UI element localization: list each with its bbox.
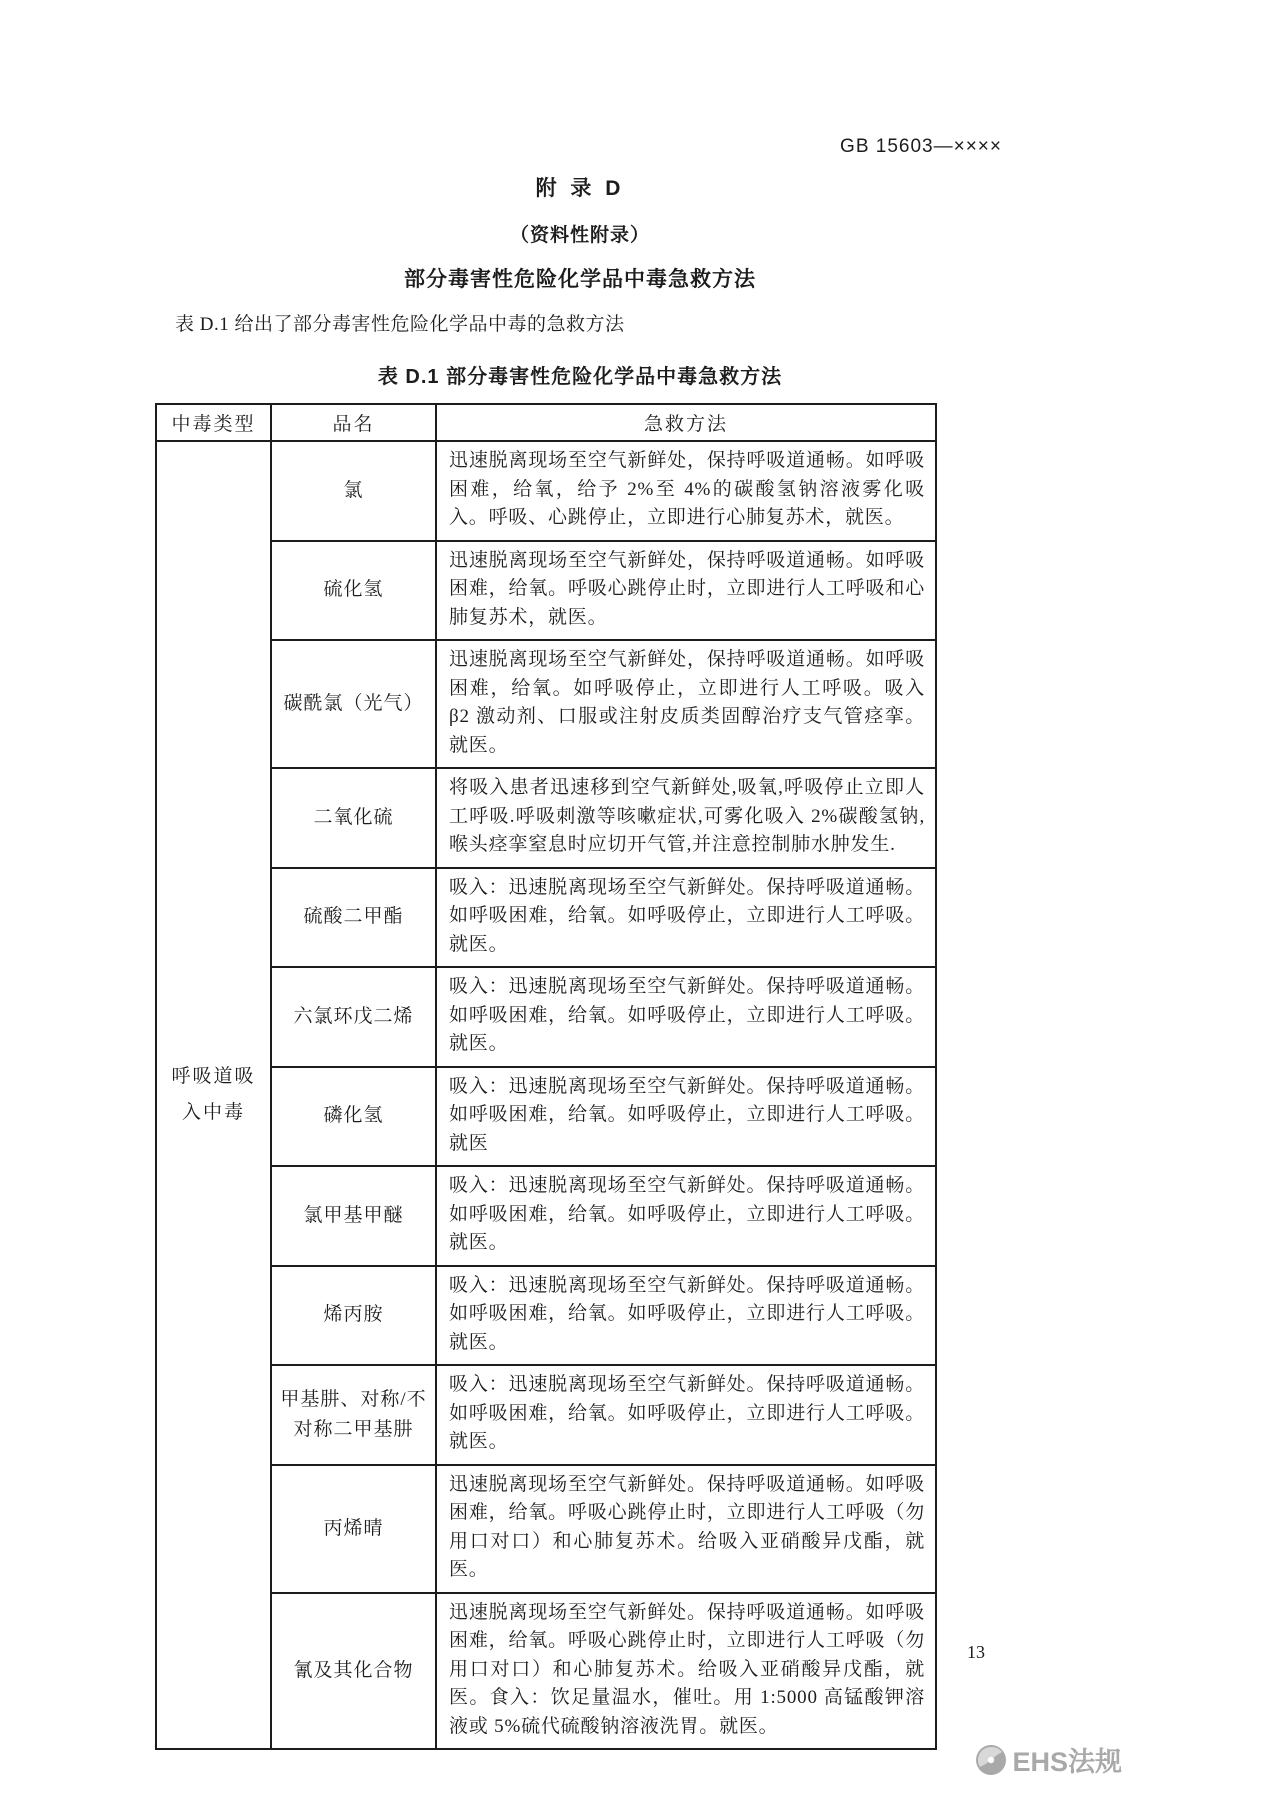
standard-number: GB 15603—×××× [840,136,1002,157]
table-row [156,967,936,1067]
first-aid-method-cell: 吸入：迅速脱离现场至空气新鲜处。保持呼吸道通畅。如呼吸困难，给氧。如呼吸停止，立即进行人工呼吸。就医。 [436,1166,936,1266]
chemical-name-cell: 二氧化硫 [271,768,436,868]
watermark [974,1740,1122,1779]
appendix-heading: 部分毒害性危险化学品中毒急救方法 [404,268,756,291]
first-aid-method-cell: 迅速脱离现场至空气新鲜处，保持呼吸道通畅。如呼吸困难，给氧。如呼吸停止，立即进行人工呼吸。吸入 β2 激动剂、口服或注射皮质类固醇治疗支气管痉挛。就医。 [436,640,936,768]
page-number: 13 [967,1642,985,1662]
table-row [156,1166,936,1266]
chemical-name-cell: 六氯环戊二烯 [271,967,436,1067]
first-aid-method-cell: 迅速脱离现场至空气新鲜处，保持呼吸道通畅。如呼吸困难，给氧，给予 2%至 4%的碳酸氢钠溶液雾化吸入。呼吸、心跳停止，立即进行心肺复苏术，就医。 [436,441,936,541]
first-aid-method-cell: 吸入：迅速脱离现场至空气新鲜处。保持呼吸道通畅。如呼吸困难，给氧。如呼吸停止，立即进行人工呼吸。就医。 [436,967,936,1067]
first-aid-method-cell: 迅速脱离现场至空气新鲜处。保持呼吸道通畅。如呼吸困难，给氧。呼吸心跳停止时，立即进行人工呼吸（勿用口对口）和心肺复苏术。给吸入亚硝酸异戊酯，就医。食入：饮足量温水，催吐。用 1:5000 高锰酸钾溶液或 5%硫代硫酸钠溶液洗胃。就医。 [436,1593,936,1750]
first-aid-method-cell: 吸入：迅速脱离现场至空气新鲜处。保持呼吸道通畅。如呼吸困难，给氧。如呼吸停止，立即进行人工呼吸。就医。 [436,1266,936,1366]
chemical-name-cell: 氯甲基甲醚 [271,1166,436,1266]
chemical-name-cell: 丙烯晴 [271,1465,436,1593]
intro-paragraph: 表 D.1 给出了部分毒害性危险化学品中毒的急救方法 [175,314,625,335]
chemical-name-cell: 氰及其化合物 [271,1593,436,1750]
appendix-title: 附 录 D [535,177,625,200]
table-row [156,1465,936,1593]
col-header-poison-type: 中毒类型 [156,404,271,441]
first-aid-method-cell: 吸入：迅速脱离现场至空气新鲜处。保持呼吸道通畅。如呼吸困难，给氧。如呼吸停止，立即进行人工呼吸。就医 [436,1067,936,1167]
col-header-first-aid-method: 急救方法 [436,404,936,441]
table-row [156,441,936,541]
chemical-name-cell: 烯丙胺 [271,1266,436,1366]
chemical-name-cell: 硫化氢 [271,541,436,641]
first-aid-method-cell: 将吸入患者迅速移到空气新鲜处,吸氧,呼吸停止立即人工呼吸.呼吸刺激等咳嗽症状,可雾化吸入 2%碳酸氢钠,喉头痉挛窒息时应切开气管,并注意控制肺水肿发生. [436,768,936,868]
chemical-name-cell: 碳酰氯（光气） [271,640,436,768]
chemical-name-cell: 磷化氢 [271,1067,436,1167]
table-row [156,1593,936,1750]
table-row [156,868,936,968]
table-row [156,1365,936,1465]
ehs-logo-icon [974,1743,1008,1777]
poison-type-cell: 呼吸道吸入中毒 [156,441,271,1749]
watermark-text: EHS法规 [1012,1747,1122,1777]
table-row [156,1266,936,1366]
table-row [156,1067,936,1167]
first-aid-method-cell: 迅速脱离现场至空气新鲜处。保持呼吸道通畅。如呼吸困难，给氧。呼吸心跳停止时，立即进行人工呼吸（勿用口对口）和心肺复苏术。给吸入亚硝酸异戊酯，就医。 [436,1465,936,1593]
page-content [155,0,1005,1750]
table-caption: 表 D.1 部分毒害性危险化学品中毒急救方法 [377,366,783,388]
chemical-name-cell: 硫酸二甲酯 [271,868,436,968]
first-aid-method-cell: 吸入：迅速脱离现场至空气新鲜处。保持呼吸道通畅。如呼吸困难，给氧。如呼吸停止，立即进行人工呼吸。就医。 [436,868,936,968]
table-header-row [156,404,936,441]
table-row [156,768,936,868]
chemical-name-cell: 氯 [271,441,436,541]
appendix-subtitle: （资料性附录） [509,225,650,246]
first-aid-table [155,403,937,1750]
col-header-product-name: 品名 [271,404,436,441]
first-aid-method-cell: 吸入：迅速脱离现场至空气新鲜处。保持呼吸道通畅。如呼吸困难，给氧。如呼吸停止，立即进行人工呼吸。就医。 [436,1365,936,1465]
table-row [156,541,936,641]
table-row [156,640,936,768]
chemical-name-cell: 甲基肼、对称/不对称二甲基肼 [271,1365,436,1465]
first-aid-method-cell: 迅速脱离现场至空气新鲜处，保持呼吸道通畅。如呼吸困难，给氧。呼吸心跳停止时，立即进行人工呼吸和心肺复苏术，就医。 [436,541,936,641]
